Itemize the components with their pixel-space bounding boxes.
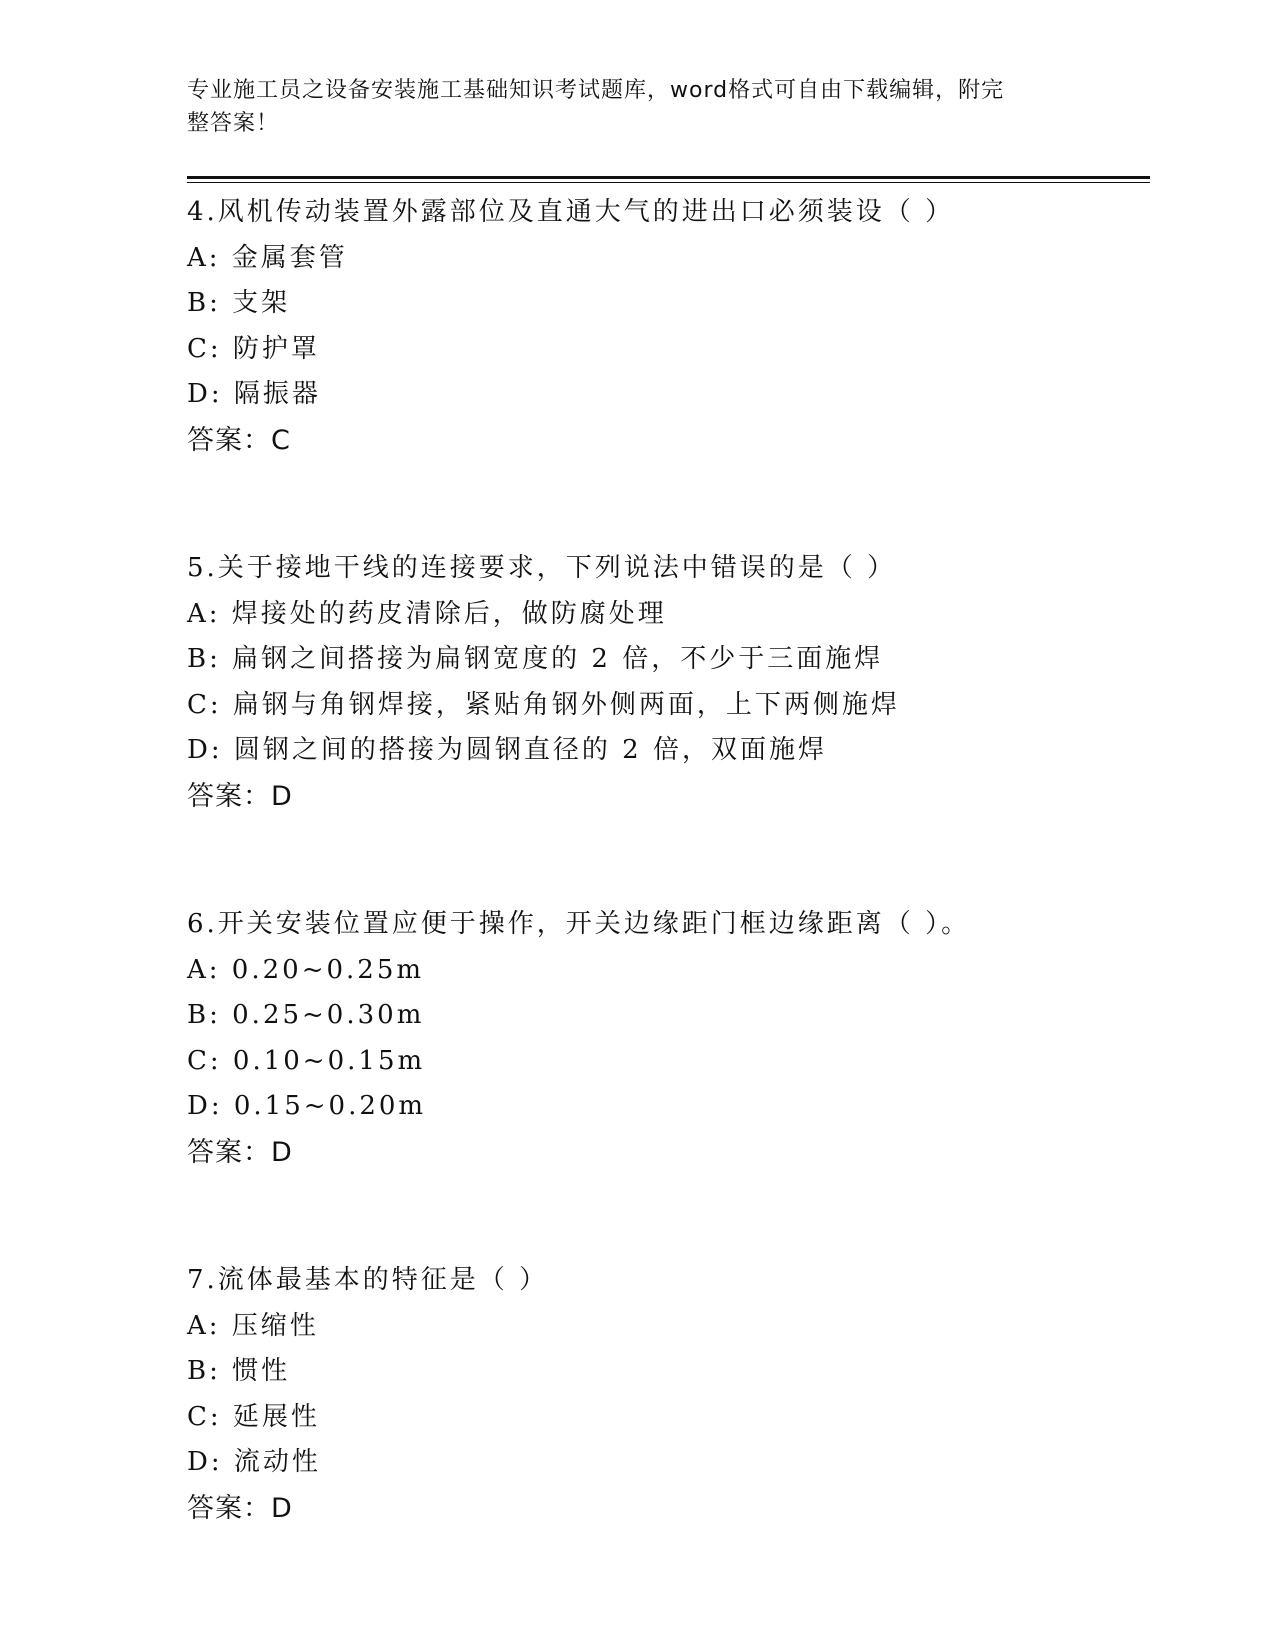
question-4: [187, 190, 1147, 463]
option-d: D: 隔振器: [187, 379, 321, 409]
header-line-1: 专业施工员之设备安装施工基础知识考试题库，word格式可自由下载编辑，附完: [187, 78, 1005, 103]
option-b: B: 扁钢之间搭接为扁钢宽度的 2 倍，不少于三面施焊: [187, 644, 884, 674]
question-list: [187, 190, 1147, 1531]
option-a: A: 0.20~0.25m: [187, 954, 425, 985]
option-b: B: 惯性: [187, 1356, 291, 1386]
header-line-2: 整答案！: [187, 111, 280, 136]
question-stem: 4.风机传动装置外露部位及直通大气的进出口必须装设（ ）: [187, 197, 955, 227]
question-stem: 5.关于接地干线的连接要求，下列说法中错误的是（ ）: [187, 553, 897, 583]
option-d: D: 圆钢之间的搭接为圆钢直径的 2 倍，双面施焊: [187, 735, 827, 765]
option-a: A: 焊接处的药皮清除后，做防腐处理: [187, 598, 667, 629]
option-b: B: 支架: [187, 288, 291, 318]
question-5: [187, 546, 1147, 819]
question-stem: 6.开关安装位置应便于操作，开关边缘距门框边缘距离（ ）。: [187, 909, 971, 939]
question-7: [187, 1258, 1147, 1531]
answer-line: 答案：D: [187, 1136, 293, 1168]
header-divider-thick: [187, 176, 1150, 179]
question-spacer: [187, 1175, 1147, 1258]
option-a: A: 金属套管: [187, 242, 348, 273]
answer-line: 答案：C: [187, 424, 291, 456]
question-6: [187, 902, 1147, 1175]
question-spacer: [187, 463, 1147, 546]
option-a: A: 压缩性: [187, 1310, 319, 1341]
option-c: C: 0.10~0.15m: [187, 1045, 426, 1076]
option-b: B: 0.25~0.30m: [187, 1000, 425, 1030]
option-d: D: 0.15~0.20m: [187, 1091, 427, 1121]
answer-line: 答案：D: [187, 780, 293, 812]
option-c: C: 延展性: [187, 1401, 320, 1432]
option-c: C: 扁钢与角钢焊接，紧贴角钢外侧两面，上下两侧施焊: [187, 689, 900, 720]
question-spacer: [187, 819, 1147, 902]
question-stem: 7.流体最基本的特征是（ ）: [187, 1265, 549, 1295]
header-divider-thin: [187, 182, 1150, 183]
document-header: [187, 74, 1067, 140]
option-c: C: 防护罩: [187, 333, 320, 364]
answer-line: 答案：D: [187, 1492, 293, 1524]
option-d: D: 流动性: [187, 1447, 321, 1477]
